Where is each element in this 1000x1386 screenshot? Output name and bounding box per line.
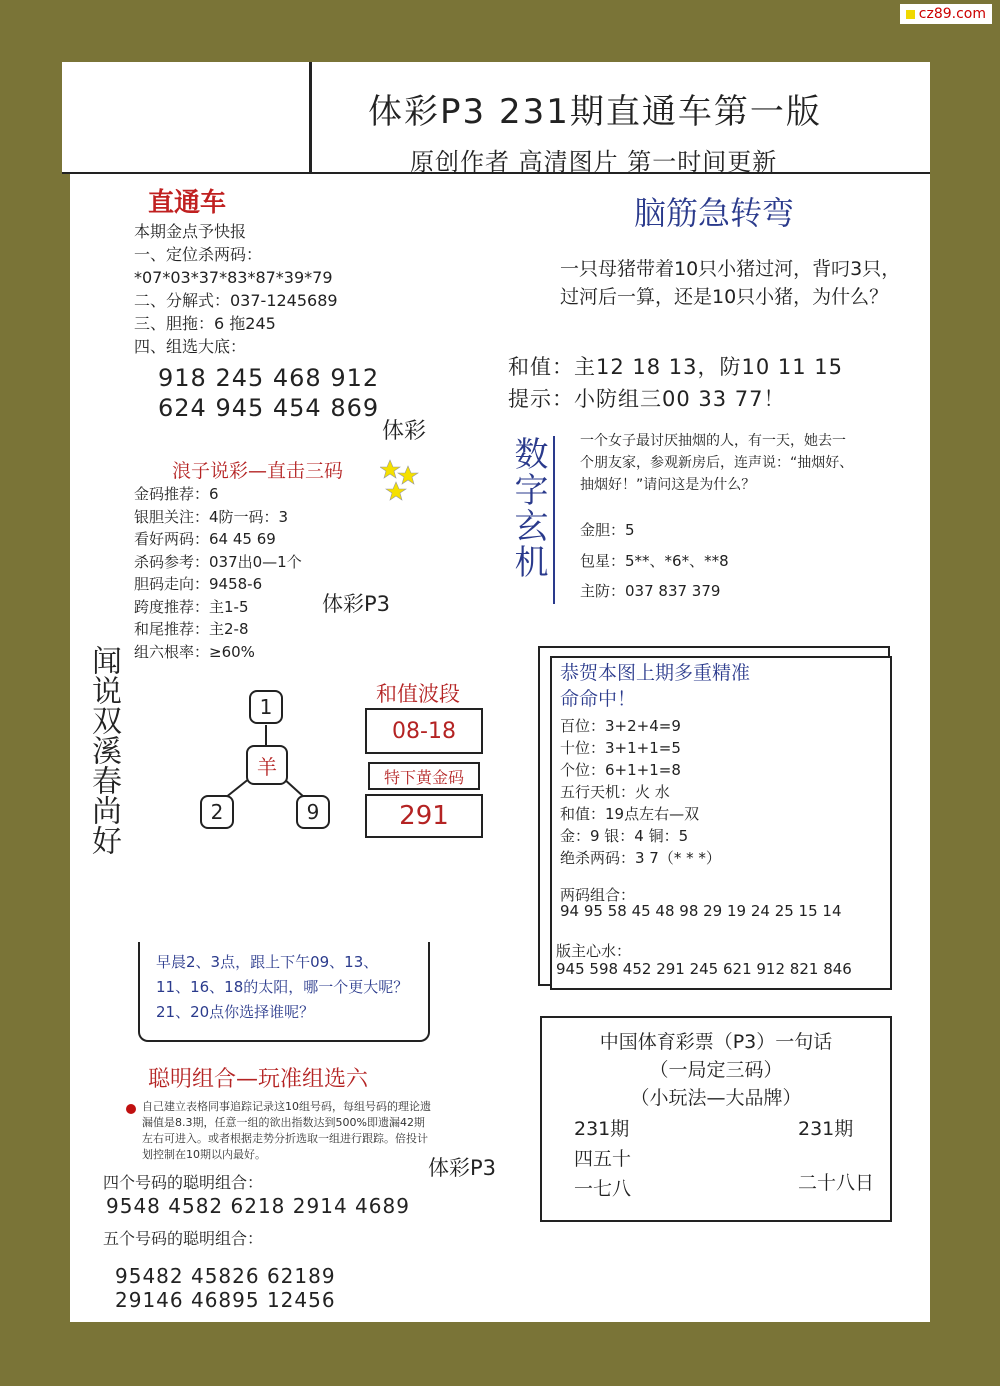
shuzi-jindan: 金胆：5 xyxy=(580,521,635,539)
page-title: 体彩P3 231期直通车第一版 xyxy=(368,92,822,132)
zhitongche-line: 三、胆拖：6 拖245 xyxy=(134,314,276,333)
hezhi-range: 08-18 xyxy=(365,708,483,754)
zhitongche-line: 二、分解式：037-1245689 xyxy=(134,291,338,310)
vertical-poem: 闻说双溪春尚好 xyxy=(86,645,121,855)
zhongguo-left-2: 四五十 xyxy=(574,1148,632,1170)
langzi-lines xyxy=(134,483,302,663)
four-codes: 9548 4582 6218 2914 4689 xyxy=(106,1194,410,1218)
site-badge-text: cz89.com xyxy=(918,6,986,22)
tree-node-top: 1 xyxy=(249,690,283,724)
langzi-line: 杀码参考：037出0—1个 xyxy=(134,552,302,571)
zhongguo-right-3: 二十八日 xyxy=(798,1172,875,1194)
ticai-p3-label: 体彩P3 xyxy=(322,592,391,616)
gongxi-heading xyxy=(560,660,750,712)
langzi-line: 金码推荐：6 xyxy=(134,485,219,503)
shuzi-zhufang: 主防：037 837 379 xyxy=(580,582,721,600)
gongxi-line: 百位：3+2+4=9 xyxy=(560,717,681,735)
riddle-line: 21、20点你选择谁呢？ xyxy=(156,1003,315,1021)
naojin-heading: 脑筋急转弯 xyxy=(634,194,795,232)
langzi-line: 看好两码：64 45 69 xyxy=(134,530,276,548)
gold-code: 291 xyxy=(365,794,483,838)
liangma-codes: 94 95 58 45 48 98 29 19 24 25 15 14 xyxy=(560,902,842,920)
gongxi-line: 十位：3+1+1=5 xyxy=(560,739,681,757)
riddle-line: 早晨2、3点，跟上下午09、13、 xyxy=(156,953,379,971)
stars-icon xyxy=(380,458,420,504)
naojin-tishi: 提示：小防组三00 33 77！ xyxy=(508,387,786,411)
langzi-line: 胆码走向：9458-6 xyxy=(134,575,263,593)
shuzi-vertical: 数字玄机 xyxy=(508,436,548,580)
langzi-line: 银胆关注：4防一码：3 xyxy=(134,507,289,526)
langzi-line: 和尾推荐：主2-8 xyxy=(134,620,249,638)
tree-node-right: 9 xyxy=(296,795,330,829)
ticai-p3-label-2: 体彩P3 xyxy=(428,1156,497,1180)
shuzi-baoxing: 包星：5**、*6*、**8 xyxy=(580,552,729,570)
zhongguo-header xyxy=(540,1028,892,1112)
liangma-label: 两码组合： xyxy=(560,886,636,904)
gongxi-lines xyxy=(560,715,721,869)
five-codes-2: 29146 46895 12456 xyxy=(115,1288,336,1312)
langzi-line: 跨度推荐：主1-5 xyxy=(134,597,249,616)
naojin-hezhi: 和值：主12 18 13，防10 11 15 xyxy=(508,355,844,379)
langzi-heading: 浪子说彩—直击三码 xyxy=(172,460,344,482)
zhongguo-line2: （一局定三码） xyxy=(649,1059,783,1081)
zhongguo-line3: （小玩法—大品牌） xyxy=(630,1087,802,1109)
ticai-label: 体彩 xyxy=(382,419,427,444)
zhongguo-right-1: 231期 xyxy=(798,1118,854,1140)
banzhu-label: 版主心水： xyxy=(556,942,632,960)
zuxuan-line: 624 945 454 869 xyxy=(158,394,380,422)
zhitongche-line: 四、组选大底： xyxy=(134,337,247,356)
tree-node-left: 2 xyxy=(200,795,234,829)
banzhu-codes: 945 598 452 291 245 621 912 821 846 xyxy=(556,960,852,978)
four-label: 四个号码的聪明组合： xyxy=(103,1173,264,1192)
zhitongche-big-lines xyxy=(158,363,379,423)
zhitongche-lines xyxy=(134,220,338,358)
gongxi-line: 金：9 银：4 铜：5 xyxy=(560,827,689,845)
zhitongche-line: 本期金点予快报 xyxy=(134,222,247,241)
site-badge[interactable] xyxy=(900,4,992,24)
langzi-line: 组六根率：≥60% xyxy=(134,642,255,661)
gongxi-line: 个位：6+1+1=8 xyxy=(560,761,681,779)
zuxuan-line: 918 245 468 912 xyxy=(158,364,380,392)
five-codes-1: 95482 45826 62189 xyxy=(115,1264,336,1288)
gongxi-line: 绝杀两码：3 7（* * *） xyxy=(560,849,721,867)
shuzi-divider xyxy=(553,436,555,604)
page-subtitle: 原创作者 高清图片 第一时间更新 xyxy=(410,148,778,176)
naojin-question: 一只母猪带着10只小猪过河，背叼3只，过河后一算，还是10只小猪，为什么？ xyxy=(560,258,901,308)
hezhi-heading: 和值波段 xyxy=(376,682,460,706)
shuzi-story: 一个女子最讨厌抽烟的人，有一天，她去一个朋友家，参观新房后，连声说：“抽烟好、抽烟好！”请问这是为什么？ xyxy=(580,433,854,493)
gongxi-heading-1: 恭贺本图上期多重精准 xyxy=(560,662,751,684)
gongxi-line: 和值：19点左右—双 xyxy=(560,805,700,823)
zhitongche-line: *07*03*37*83*87*39*79 xyxy=(134,268,333,287)
zhongguo-left-1: 231期 xyxy=(574,1118,630,1140)
gongxi-line: 五行天机：火 水 xyxy=(560,783,670,801)
zhongguo-line1: 中国体育彩票（P3）一句话 xyxy=(599,1031,833,1053)
square-icon xyxy=(906,10,915,19)
riddle-lines xyxy=(156,950,408,1025)
red-dot-icon xyxy=(126,1104,136,1114)
riddle-line: 11、16、18的太阳，哪一个更大呢？ xyxy=(156,978,409,996)
congming-note: 自己建立表格同事追踪记录这10组号码，每组号码的理论遗漏值是8.3期，任意一组的欲出指数达到500%即遗漏42期左右可进入。或者根据走势分折选取一组进行跟踪。倍投计划控制在10期以内最好。 xyxy=(142,1100,431,1161)
congming-heading: 聪明组合—玩准组选六 xyxy=(148,1067,369,1092)
header-left-box xyxy=(62,62,312,174)
gold-label: 特下黄金码 xyxy=(368,762,480,790)
zhitongche-heading: 直通车 xyxy=(148,188,227,218)
gongxi-heading-2: 命命中！ xyxy=(560,688,637,710)
zhongguo-left-3: 一七八 xyxy=(574,1178,632,1200)
tree-node-center: 羊 xyxy=(246,745,288,785)
five-label: 五个号码的聪明组合： xyxy=(103,1229,264,1248)
zhitongche-line: 一、定位杀两码： xyxy=(134,245,263,264)
